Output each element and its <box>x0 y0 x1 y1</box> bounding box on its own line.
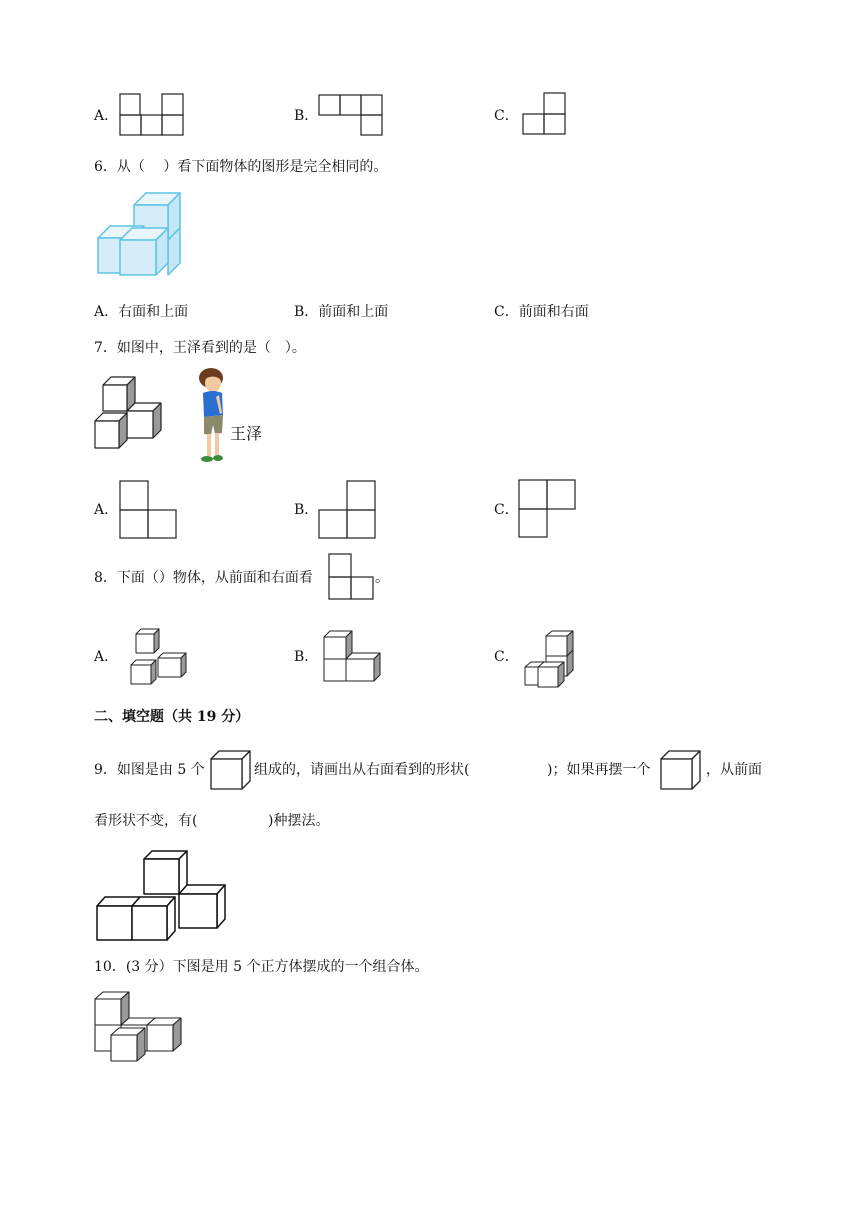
q9-cube-figure <box>95 849 229 943</box>
q10-cube-figure <box>93 991 185 1065</box>
q5-option-c-figure <box>521 92 567 136</box>
q9-text-part1: 9．如图是由 5 个 <box>94 762 205 778</box>
q8-stem-before: 8．下面（）物体，从前面和右面看 <box>94 570 313 586</box>
q7-option-a-figure <box>119 480 179 540</box>
section-2-title: 二、填空题（共 19 分） <box>94 709 250 725</box>
q5-option-a-figure <box>119 93 185 137</box>
q6-stem: 6．从（ ）看下面物体的图形是完全相同的。 <box>94 159 388 175</box>
q7-cube-figure <box>93 376 165 450</box>
q6-option-b: B．前面和上面 <box>294 304 389 320</box>
q10-stem: 10．(3 分）下图是用 5 个正方体摆成的一个组合体。 <box>94 959 429 975</box>
q9-text-line2a: 看形状不变，有( <box>94 813 198 829</box>
q9-extra-cube-icon <box>659 749 703 791</box>
q5-option-b-figure <box>318 94 384 138</box>
q5-option-b-label: B． <box>294 108 319 124</box>
q5-option-c-label: C． <box>494 108 519 124</box>
q9-text-part4: ，从前面 <box>706 762 762 778</box>
q9-text-part2: 组成的，请画出从右面看到的形状( <box>254 762 470 778</box>
q6-option-c: C．前面和右面 <box>494 304 589 320</box>
q5-option-a-label: A． <box>94 108 119 124</box>
q7-option-c-figure <box>518 479 578 539</box>
q8-option-a-label: A． <box>94 649 119 665</box>
q7-option-c-label: C． <box>494 502 519 518</box>
q8-option-b-label: B． <box>294 649 319 665</box>
q8-option-a-figure <box>128 627 190 689</box>
q7-person-label: 王泽 <box>230 424 263 443</box>
q8-option-c-figure <box>522 630 578 690</box>
q8-stem-after: 。 <box>375 570 389 586</box>
q8-stem-view-figure <box>327 553 375 601</box>
q8-option-c-label: C． <box>494 649 519 665</box>
q6-option-a: A．右面和上面 <box>94 304 189 320</box>
q7-option-a-label: A． <box>94 502 119 518</box>
q7-stem: 7．如图中，王泽看到的是（ ）。 <box>94 340 306 356</box>
q9-text-part3: )；如果再摆一个 <box>547 762 651 778</box>
q7-option-b-label: B． <box>294 502 319 518</box>
q9-text-line2b: )种摆法。 <box>268 813 330 829</box>
q9-unit-cube-icon <box>209 749 253 791</box>
q8-option-b-figure <box>322 629 384 685</box>
q7-option-b-figure <box>318 480 378 540</box>
boy-figure-icon <box>195 367 231 467</box>
q6-blue-cube-figure <box>94 188 186 280</box>
